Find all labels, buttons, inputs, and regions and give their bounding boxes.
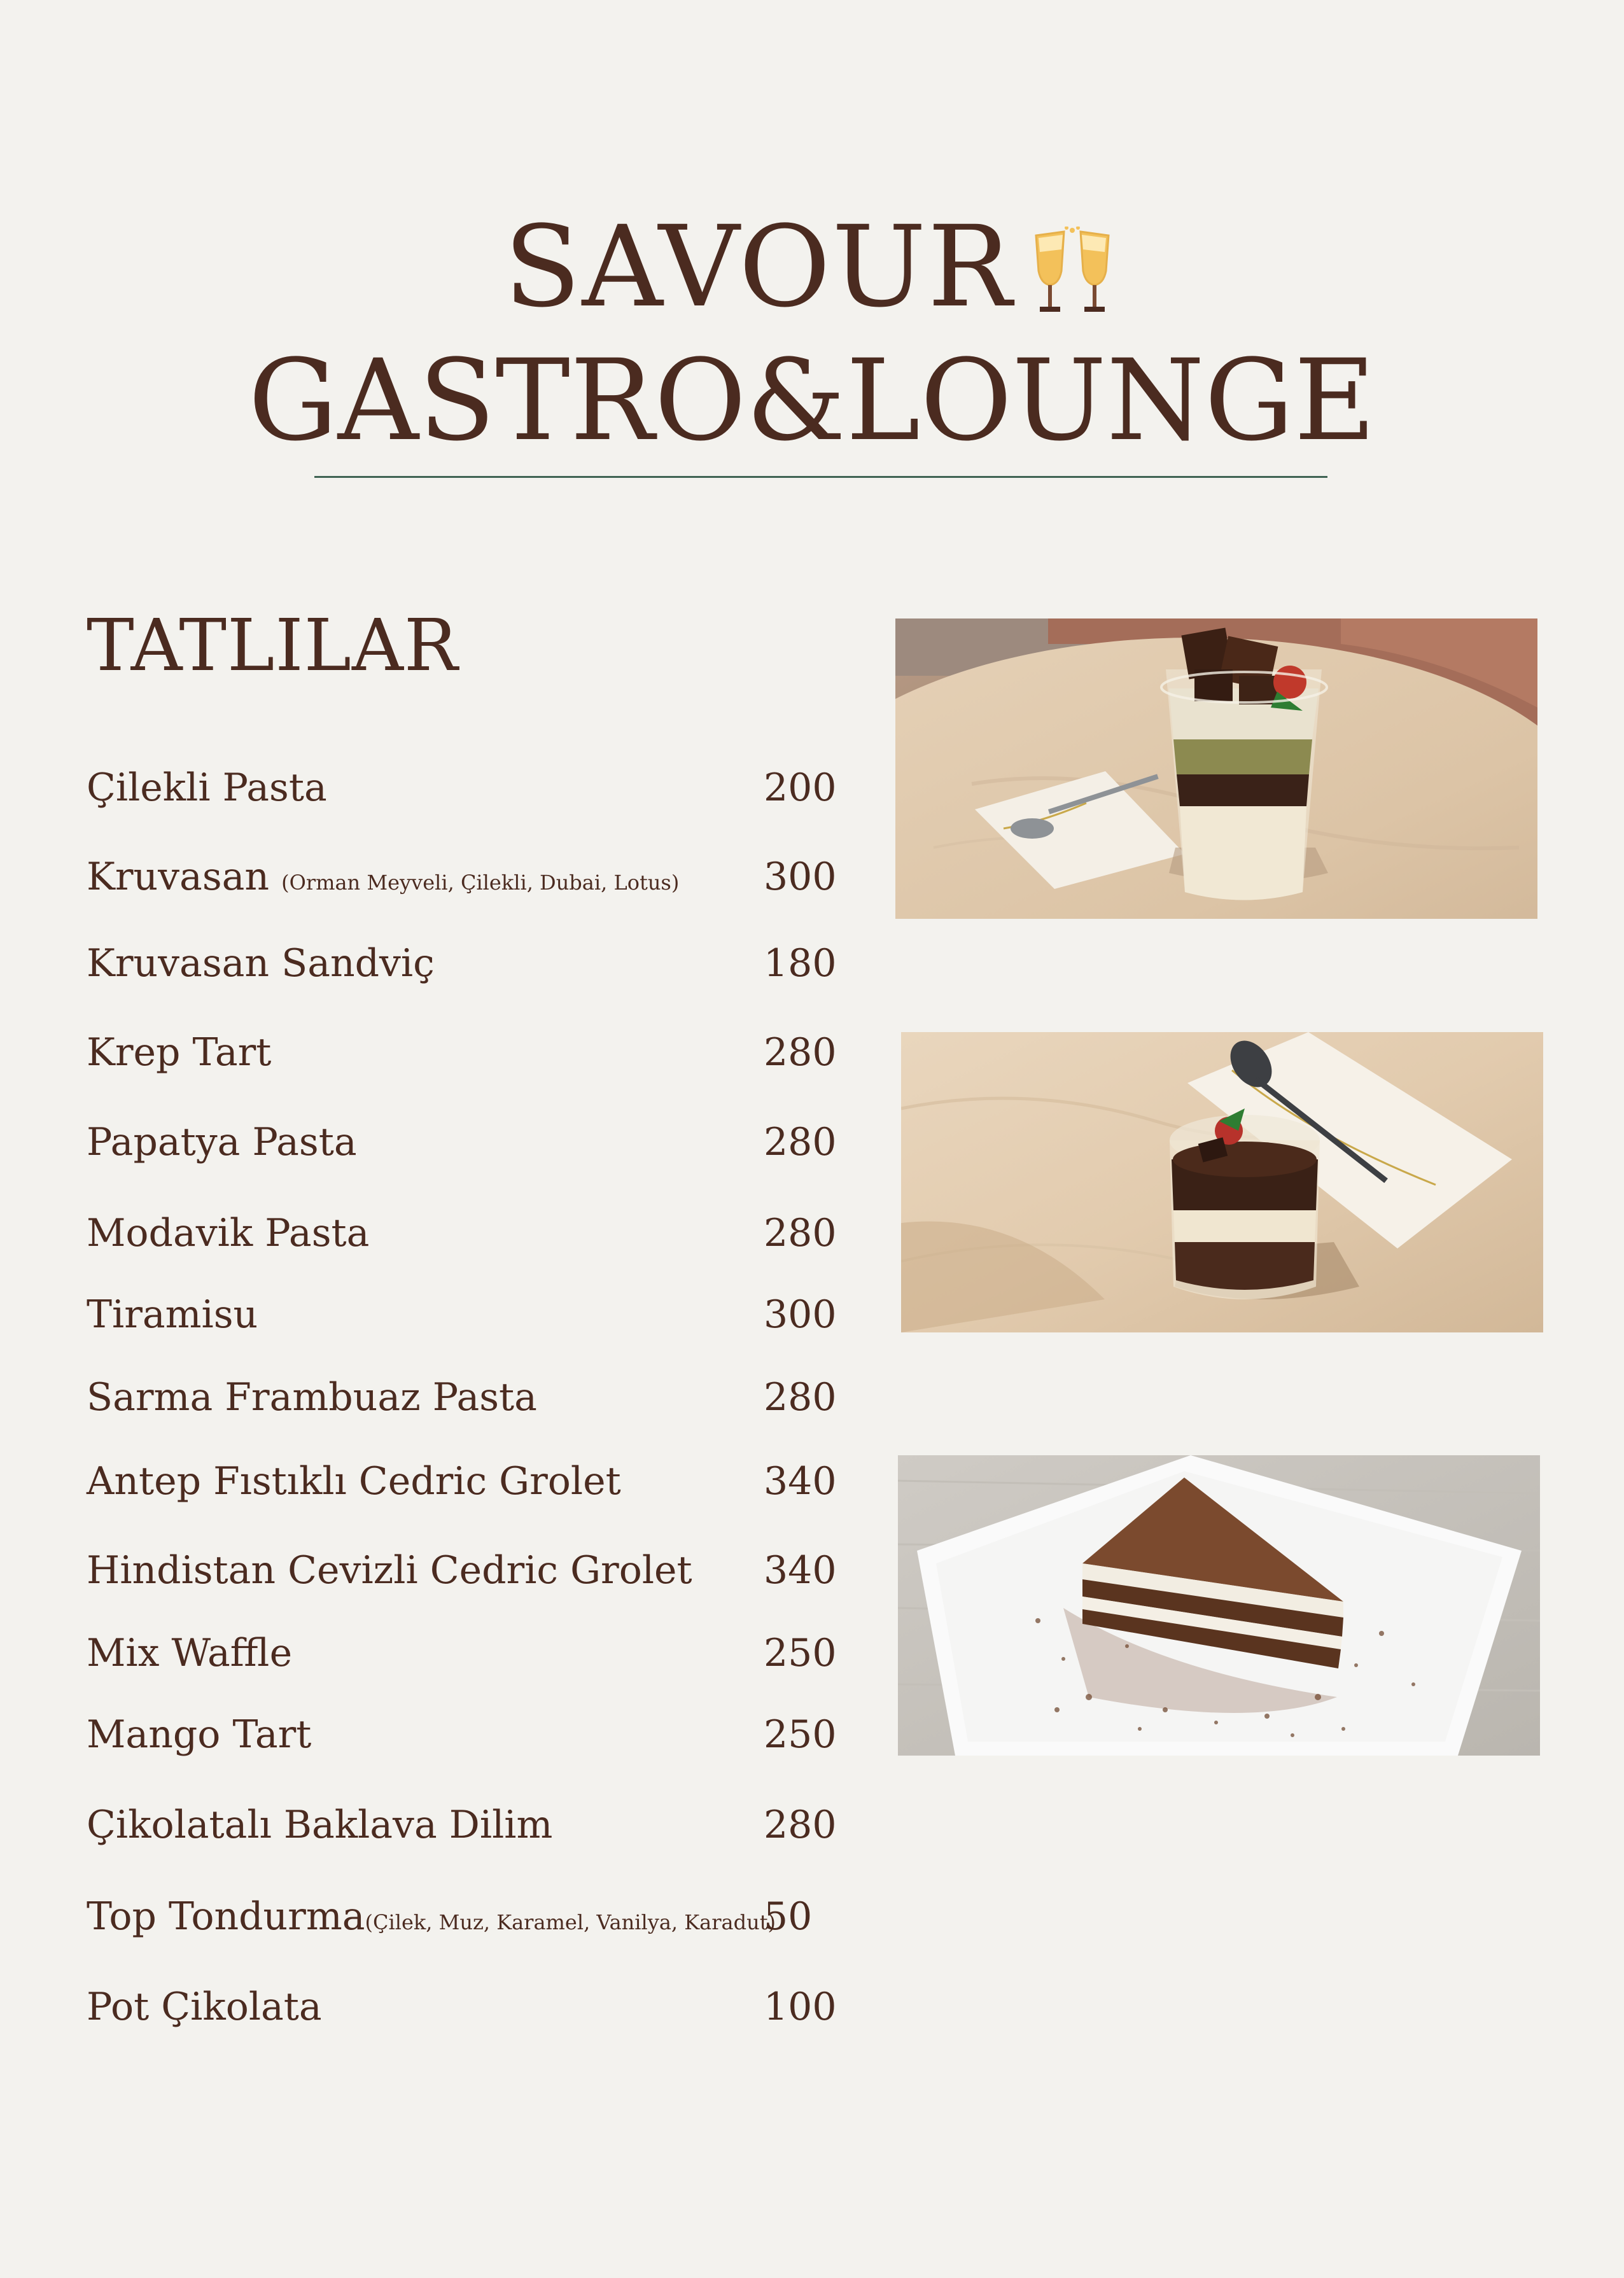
item-name: Kruvasan Sandviç <box>87 941 435 986</box>
menu-item <box>0 1201 891 1271</box>
item-name: Çikolatalı Baklava Dilim <box>87 1803 553 1847</box>
item-price: 300 <box>764 855 837 899</box>
tiramisu-slice-photo <box>898 1455 1540 1756</box>
chocolate-dessert-jar-photo <box>901 1032 1543 1332</box>
menu-item <box>0 1021 891 1091</box>
item-name: Tiramisu <box>87 1292 258 1337</box>
item-name: Modavik Pasta <box>87 1211 370 1255</box>
item-name: Sarma Frambuaz Pasta <box>87 1375 537 1420</box>
menu-item <box>0 1793 891 1863</box>
item-price: 100 <box>764 1985 837 2029</box>
item-price: 280 <box>764 1375 837 1420</box>
item-note: (Çilek, Muz, Karamel, Vanilya, Karadut) <box>365 1910 776 1934</box>
item-name: Pot Çikolata <box>87 1985 322 2029</box>
section-title: TATLILAR <box>87 604 459 687</box>
item-name: Antep Fıstıklı Cedric Grolet <box>87 1459 621 1504</box>
header-divider <box>314 476 1327 478</box>
item-name: Krep Tart <box>87 1030 272 1075</box>
item-price: 200 <box>764 765 837 810</box>
item-price: 280 <box>764 1030 837 1075</box>
item-name: Top Tondurma(Çilek, Muz, Karamel, Vanilya, Karadut) <box>87 1894 776 1939</box>
item-name: Çilekli Pasta <box>87 765 327 810</box>
menu-item <box>0 1366 891 1436</box>
menu-item <box>0 1539 891 1609</box>
item-name: Papatya Pasta <box>87 1120 357 1164</box>
menu-item <box>0 756 891 826</box>
item-price: 280 <box>764 1120 837 1164</box>
item-price: 280 <box>764 1803 837 1847</box>
menu-item <box>0 845 891 915</box>
item-price: 300 <box>764 1292 837 1337</box>
clinking-glasses-icon <box>1025 220 1120 347</box>
menu-item <box>0 1110 891 1180</box>
brand-title-line-1 <box>0 204 1624 331</box>
item-name: Hindistan Cevizli Cedric Grolet <box>87 1548 692 1593</box>
item-price: 340 <box>764 1459 837 1504</box>
item-name: Mix Waffle <box>87 1631 293 1675</box>
brand-title-line-2: GASTRO&LOUNGE <box>248 335 1376 466</box>
menu-item <box>0 1703 891 1773</box>
item-note: (Orman Meyveli, Çilekli, Dubai, Lotus) <box>281 870 680 895</box>
item-price: 250 <box>764 1712 837 1757</box>
item-price: 50 <box>764 1894 813 1939</box>
brand-name: SAVOUR <box>503 202 1014 332</box>
item-name: Mango Tart <box>87 1712 312 1757</box>
menu-item <box>0 1975 891 2045</box>
menu-item <box>0 1450 891 1520</box>
item-price: 180 <box>764 941 837 986</box>
item-name: Kruvasan (Orman Meyveli, Çilekli, Dubai, Lotus) <box>87 855 680 899</box>
layered-dessert-cup-photo <box>895 618 1537 919</box>
menu-item <box>0 1283 891 1353</box>
item-price: 250 <box>764 1631 837 1675</box>
item-price: 280 <box>764 1211 837 1255</box>
item-price: 340 <box>764 1548 837 1593</box>
menu-item <box>0 1885 891 1955</box>
menu-item <box>0 1621 891 1691</box>
menu-item <box>0 932 891 1002</box>
